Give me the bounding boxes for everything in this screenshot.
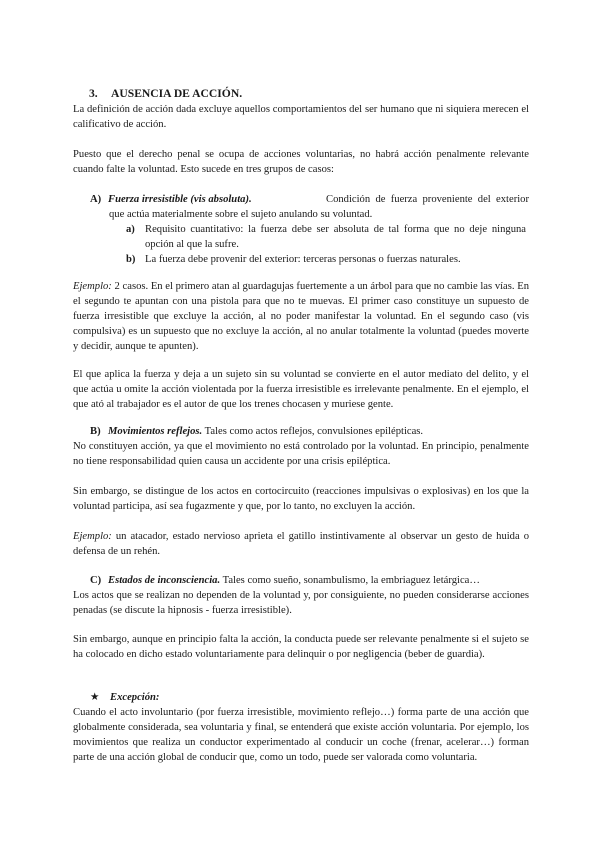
group-c-para2: Sin embargo, aunque en principio falta la acción, la conducta puede ser relevante penalmente si el sujeto se ha colocado en dicho estado voluntariamente para delinquir o por negligencia (beber de guardia).	[73, 634, 529, 660]
group-a-label: A)	[90, 194, 102, 205]
group-c-heading	[90, 573, 480, 588]
exception-heading	[90, 690, 159, 705]
group-c-label: C)	[90, 575, 102, 586]
group-a-item-a	[126, 222, 526, 252]
group-a-mediate: El que aplica la fuerza y deja a un sujeto sin su voluntad se convierte en el autor mediato del delito, y el que actúa u omite la acción violentada por la fuerza irresistible es irrelevante penalmente. En el ejemplo, el que ató al trabajador es el autor de que los trenes chocasen y muriese gente.	[73, 369, 529, 410]
group-a-item-b	[126, 252, 526, 267]
group-c-text: Tales como sueño, sonambulismo, la embriaguez letárgica…	[222, 575, 480, 586]
star-icon: ★	[90, 692, 100, 703]
penal-paragraph: Puesto que el derecho penal se ocupa de acciones voluntarias, no habrá acción penalmente relevante cuando falte la voluntad. Esto sucede en tres grupos de casos:	[73, 149, 529, 175]
section-title	[89, 86, 242, 101]
item-a-label: a)	[126, 224, 135, 235]
exception-label: Excepción:	[110, 692, 160, 703]
example-b-text: un atacador, estado nervioso aprieta el gatillo instintivamente al observar un gesto de huida o defensa de un rehén.	[73, 531, 529, 557]
example-text: 2 casos. En el primero atan al guardagujas fuertemente a un árbol para que no cambie las vías. En el segundo te apuntan con una pistola para que no te muevas. El primer caso constituye un supuesto de fuerza irresistible que excluye la acción, al no poder manifestar la voluntad. En el segundo caso (vis compulsiva) es un supuesto que no excluye la acción, al no anular totalmente la voluntad (puedes moverte y decidir, aunque te apunten).	[73, 281, 529, 352]
item-b-label: b)	[126, 254, 136, 265]
exception-paragraph: Cuando el acto involuntario (por fuerza irresistible, movimiento reflejo…) forma parte de una acción que globalmente considerada, sea voluntaria y final, se entenderá que existe acción voluntaria. Por ejemplo, los movimientos que realiza un conductor experimentado al conducir un coche (frenar, acelerar…) forman parte de una acción global de conducir que, como un todo, puede ser valorada como voluntaria.	[73, 707, 529, 763]
item-b-text: La fuerza debe provenir del exterior: terceras personas o fuerzas naturales.	[145, 254, 461, 265]
group-a-title: Fuerza irresistible (vis absoluta).	[108, 194, 252, 205]
group-b-heading	[90, 424, 423, 439]
group-b-para2: Sin embargo, se distingue de los actos en cortocircuito (reacciones impulsivas o explosivas) en los que la voluntad participa, así sea fugazmente y que, por lo tanto, no excluyen la acción.	[73, 486, 529, 512]
section-number: 3.	[89, 87, 98, 100]
group-a-text: Condición de fuerza proveniente del exterior que actúa materialmente sobre el sujeto anulando su voluntad.	[109, 194, 529, 220]
group-b-example	[73, 529, 529, 559]
example-label: Ejemplo:	[73, 281, 112, 292]
group-c-title: Estados de inconsciencia.	[108, 575, 221, 586]
example-b-label: Ejemplo:	[73, 531, 112, 542]
group-a-example	[73, 279, 529, 354]
item-a-text: Requisito cuantitativo: la fuerza debe ser absoluta de tal forma que no deje ninguna opción al que la sufre.	[145, 224, 526, 250]
group-b-title: Movimientos reflejos.	[108, 426, 203, 437]
group-b-para1: No constituyen acción, ya que el movimiento no está controlado por la voluntad. En principio, penalmente no tiene responsabilidad quien causa un accidente por una crisis epiléptica.	[73, 441, 529, 467]
group-b-text: Tales como actos reflejos, convulsiones epilépticas.	[204, 426, 424, 437]
intro-paragraph: La definición de acción dada excluye aquellos comportamientos del ser humano que ni siquiera merecen el calificativo de acción.	[73, 104, 529, 130]
section-title-text: AUSENCIA DE ACCIÓN.	[111, 87, 243, 100]
group-c-para1: Los actos que se realizan no dependen de la voluntad y, por consiguiente, no pueden considerarse acciones penadas (se discute la hipnosis - fuerza irresistible).	[73, 590, 529, 616]
group-b-label: B)	[90, 426, 101, 437]
